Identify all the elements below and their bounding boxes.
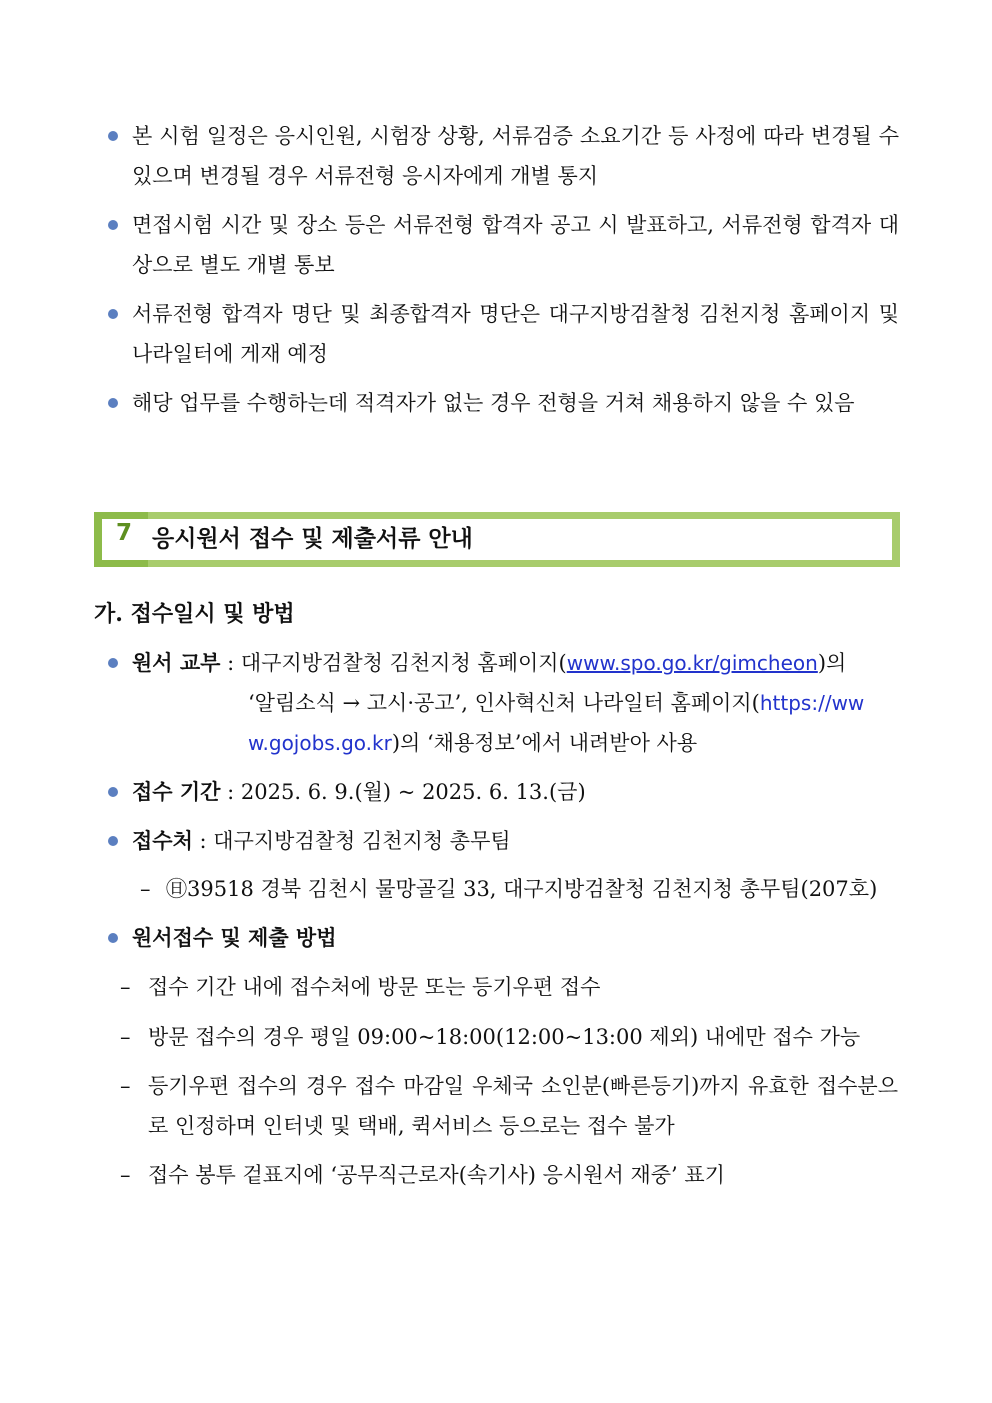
- dash-marker: –: [140, 877, 151, 901]
- method-text: 등기우편 접수의 경우 접수 마감일 우체국 소인분(빠른등기)까지 유효한 접수분으로 인정하며 인터넷 및 택배, 퀵서비스 등으로는 접수 불가: [148, 1074, 898, 1138]
- bullet-icon: [108, 787, 118, 797]
- office-value: 대구지방검찰청 김천지청 총무팀: [213, 829, 511, 853]
- method-list-item: [120, 967, 898, 1007]
- note-text: 해당 업무를 수행하는데 적격자가 없는 경우 전형을 거쳐 채용하지 않을 수 있음: [132, 391, 855, 415]
- method-text: 접수 봉투 겉표지에 ‘공무직근로자(속기사) 응시원서 재중’ 표기: [148, 1163, 725, 1187]
- method-item: [104, 918, 899, 958]
- bullet-icon: [108, 933, 118, 943]
- address-text: ㊐39518 경북 김천시 물망골길 33, 대구지방검찰청 김천지청 총무팀(207호): [166, 877, 878, 901]
- period-value: 2025. 6. 9.(월) ~ 2025. 6. 13.(금): [240, 780, 586, 804]
- method-list-item: [120, 1017, 898, 1057]
- period-item: 접수 기간 : 2025. 6. 9.(월) ~ 2025. 6. 13.(금): [104, 772, 899, 812]
- gojobs-link-part2[interactable]: w.gojobs.go.kr: [248, 731, 392, 755]
- note-item: [104, 205, 899, 285]
- subheading: 가. 접수일시 및 방법: [94, 601, 295, 627]
- application-form-line2: ‘알림소식 → 고시·공고’, 인사혁신처 나라일터 홈페이지(https://ww: [248, 691, 865, 715]
- method-list-item: [120, 1155, 898, 1195]
- homepage-link[interactable]: www.spo.go.kr/gimcheon: [566, 651, 818, 675]
- section-title: 응시원서 접수 및 제출서류 안내: [152, 526, 473, 552]
- dash-marker: –: [120, 1074, 131, 1098]
- section-header: [94, 512, 900, 567]
- office-label: 접수처: [132, 828, 193, 853]
- note-item: [104, 294, 899, 374]
- method-list-item: [120, 1066, 898, 1146]
- bullet-icon: [108, 398, 118, 408]
- method-text: 방문 접수의 경우 평일 09:00~18:00(12:00~13:00 제외) 내에만 접수 가능: [148, 1025, 861, 1049]
- application-form-text: 대구지방검찰청 김천지청 홈페이지(: [240, 651, 567, 675]
- section-number: 7: [115, 520, 132, 546]
- bullet-icon: [108, 220, 118, 230]
- application-form-label: 원서 교부: [132, 650, 221, 675]
- dash-marker: –: [120, 975, 131, 999]
- bullet-icon: [108, 658, 118, 668]
- office-item: 접수처 : 대구지방검찰청 김천지청 총무팀: [104, 821, 899, 861]
- application-form-line3: w.gojobs.go.kr)의 ‘채용정보’에서 내려받아 사용: [248, 731, 698, 755]
- note-item: [104, 383, 899, 423]
- bullet-icon: [108, 131, 118, 141]
- note-item: [104, 116, 899, 196]
- note-text: 서류전형 합격자 명단 및 최종합격자 명단은 대구지방검찰청 김천지청 홈페이지 및 나라일터에 게재 예정: [132, 302, 899, 366]
- period-label: 접수 기간: [132, 779, 221, 804]
- note-text: 면접시험 시간 및 장소 등은 서류전형 합격자 공고 시 발표하고, 서류전형 합격자 대상으로 별도 개별 통보: [132, 213, 899, 277]
- method-heading: 원서접수 및 제출 방법: [132, 925, 337, 950]
- gojobs-link-part1[interactable]: https://ww: [759, 691, 865, 715]
- office-address: [140, 869, 898, 909]
- bullet-icon: [108, 836, 118, 846]
- dash-marker: –: [120, 1163, 131, 1187]
- dash-marker: –: [120, 1025, 131, 1049]
- application-form-item: 원서 교부 : 대구지방검찰청 김천지청 홈페이지(www.spo.go.kr/gimcheon)의: [104, 643, 899, 683]
- note-text: 본 시험 일정은 응시인원, 시험장 상황, 서류검증 소요기간 등 사정에 따라 변경될 수 있으며 변경될 경우 서류전형 응시자에게 개별 통지: [132, 124, 899, 188]
- bullet-icon: [108, 309, 118, 319]
- method-text: 접수 기간 내에 접수처에 방문 또는 등기우편 접수: [148, 975, 601, 999]
